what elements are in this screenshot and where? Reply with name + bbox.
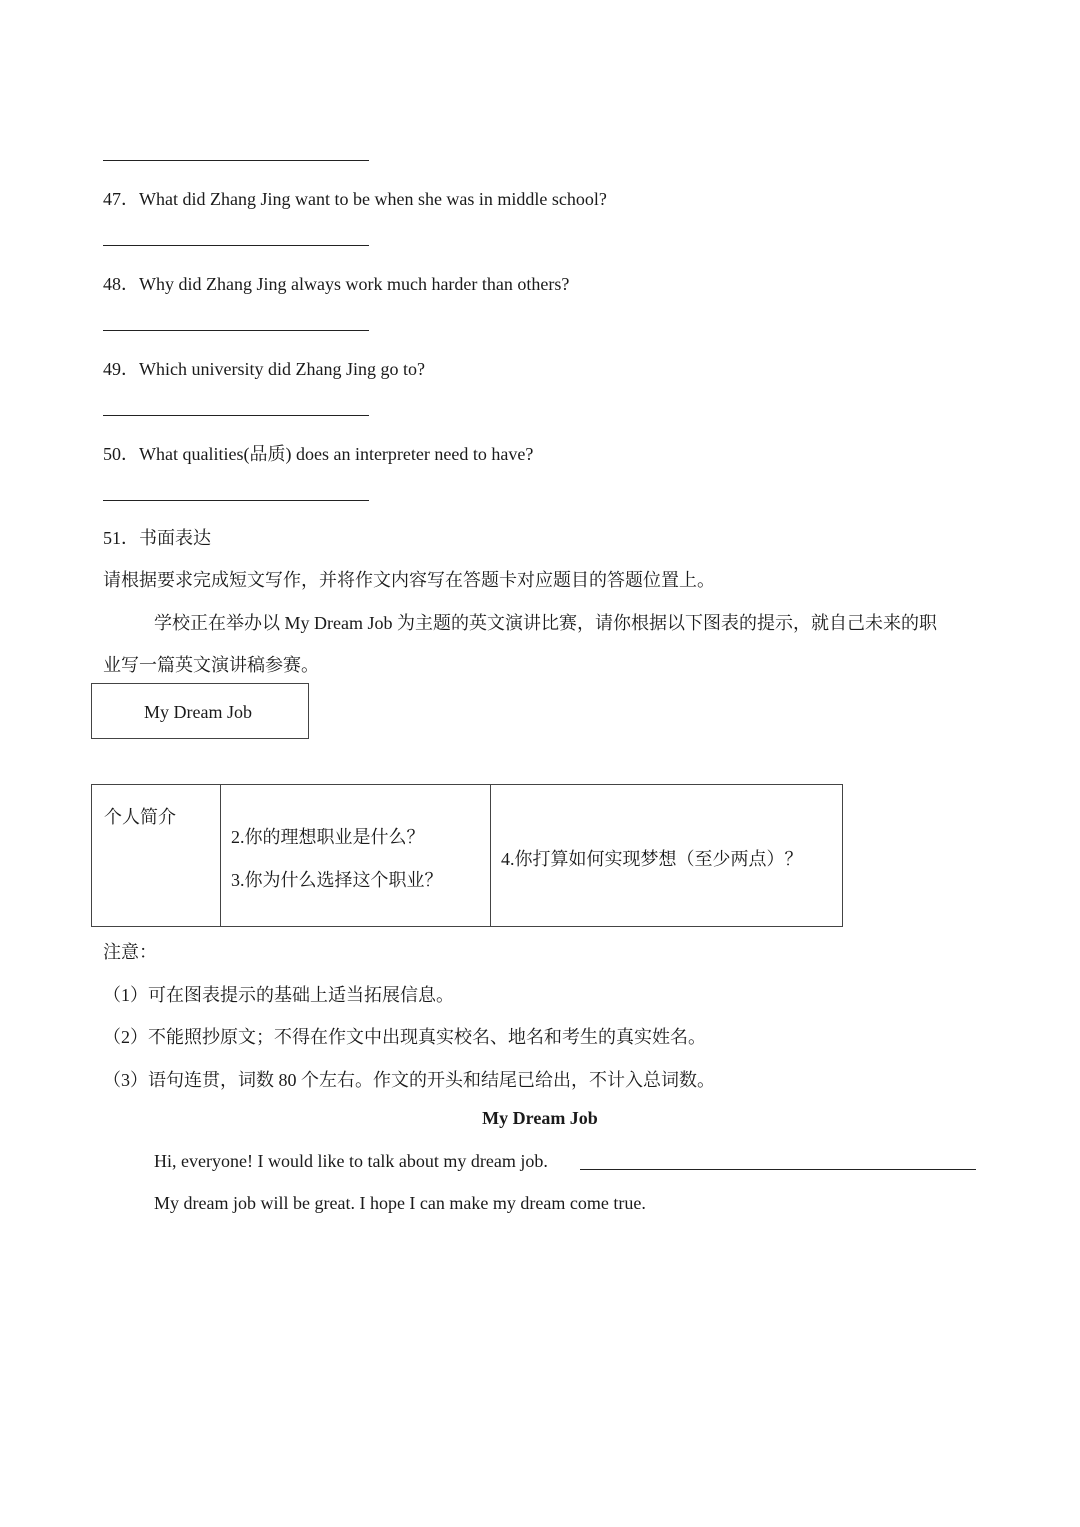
hints-cell-profile	[92, 785, 221, 927]
answer-line-46[interactable]	[103, 160, 369, 161]
hints-cell-plan	[491, 785, 843, 927]
question-text: Which university did Zhang Jing go to?	[139, 359, 425, 379]
note-3: （3）语句连贯，词数 80 个左右。作文的开头和结尾已给出，不计入总词数。	[103, 1070, 715, 1090]
essay-title: My Dream Job	[482, 1108, 598, 1128]
question-number: 50．	[103, 444, 139, 464]
note-1: （1）可在图表提示的基础上适当拓展信息。	[103, 985, 454, 1005]
question-text: What did Zhang Jing want to be when she was in middle school?	[139, 189, 607, 209]
section-heading: 书面表达	[139, 528, 211, 548]
answer-line-47[interactable]	[103, 245, 369, 246]
hint-question-3: 3.你为什么选择这个职业？	[231, 870, 443, 890]
essay-opening: Hi, everyone! I would like to talk about my dream job.	[154, 1151, 548, 1171]
question-48	[103, 270, 569, 296]
question-number: 49．	[103, 359, 139, 379]
question-47	[103, 185, 607, 211]
note-2: （2）不能照抄原文；不得在作文中出现真实校名、地名和考生的真实姓名。	[103, 1027, 706, 1047]
hint-question-4: 4.你打算如何实现梦想（至少两点）？	[501, 849, 803, 869]
profile-label: 个人简介	[104, 807, 176, 827]
writing-prompt-line-1: 学校正在举办以 My Dream Job 为主题的英文演讲比赛，请你根据以下图表的提示，就自己未来的职	[154, 613, 937, 633]
hints-table	[91, 784, 843, 927]
writing-instruction: 请根据要求完成短文写作，并将作文内容写在答题卡对应题目的答题位置上。	[103, 570, 715, 590]
notes-label: 注意：	[103, 942, 157, 962]
question-49	[103, 355, 425, 381]
topic-box-title: My Dream Job	[144, 702, 252, 722]
question-51-heading	[103, 524, 211, 550]
question-text: What qualities(品质) does an interpreter need to have?	[139, 444, 534, 464]
answer-line-48[interactable]	[103, 330, 369, 331]
writing-prompt-line-2: 业写一篇英文演讲稿参赛。	[103, 655, 319, 675]
essay-closing: My dream job will be great. I hope I can make my dream come true.	[154, 1193, 646, 1213]
essay-writing-line[interactable]	[580, 1169, 976, 1170]
question-number: 47．	[103, 189, 139, 209]
question-number: 51．	[103, 528, 139, 548]
question-number: 48．	[103, 274, 139, 294]
answer-line-49[interactable]	[103, 415, 369, 416]
question-50	[103, 440, 533, 466]
hint-question-2: 2.你的理想职业是什么？	[231, 827, 425, 847]
question-text: Why did Zhang Jing always work much harder than others?	[139, 274, 570, 294]
answer-line-50[interactable]	[103, 500, 369, 501]
hints-cell-questions	[221, 785, 491, 927]
topic-box	[91, 683, 309, 739]
